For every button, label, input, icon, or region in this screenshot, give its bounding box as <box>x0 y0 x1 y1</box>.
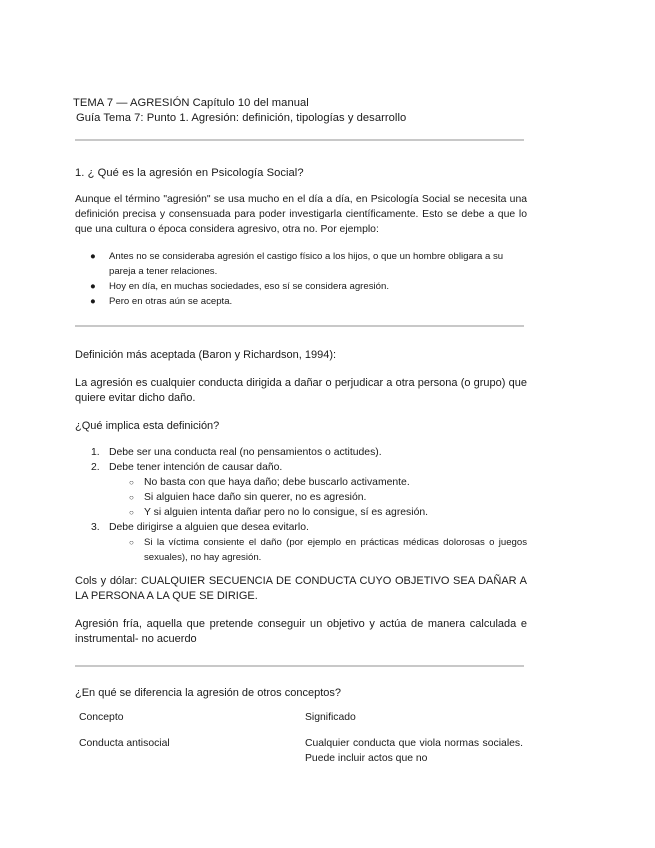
note-agresion-fria: Agresión fría, aquella que pretende conseguir un objetivo y actúa de manera calculada e instrumental- no acuerdo <box>75 618 527 645</box>
sub-item-text: Si la víctima consiente el daño (por ejemplo en prácticas médicas dolorosas o juegos sexuales), no hay agresión. <box>144 537 527 563</box>
section-divider <box>75 325 524 327</box>
circle-bullet-icon: ○ <box>129 538 134 547</box>
implications-list <box>91 445 527 565</box>
document-subtitle: Guía Tema 7: Punto 1. Agresión: definición, tipologías y desarrollo <box>76 112 407 124</box>
circle-bullet-icon: ○ <box>129 508 134 517</box>
sub-item-text: Y si alguien intenta dañar pero no lo consigue, sí es agresión. <box>144 507 429 518</box>
list-item-text: Debe ser una conducta real (no pensamientos o actitudes). <box>109 447 382 458</box>
comparison-heading: ¿En qué se diferencia la agresión de otros conceptos? <box>75 687 341 699</box>
bullet-icon: ● <box>90 281 96 292</box>
table-cell-significado: Cualquier conducta que viola normas sociales. Puede incluir actos que no <box>305 738 523 764</box>
list-item-text: Debe tener intención de causar daño. <box>109 462 283 473</box>
list-number: 2. <box>91 462 100 473</box>
circle-bullet-icon: ○ <box>129 478 134 487</box>
document-title: TEMA 7 — AGRESIÓN Capítulo 10 del manual <box>73 97 309 109</box>
sub-list <box>129 475 527 520</box>
bullet-icon: ● <box>90 296 96 307</box>
definition-heading: Definición más aceptada (Baron y Richardson, 1994): <box>75 349 337 361</box>
list-item <box>90 279 527 294</box>
section-divider <box>75 665 524 667</box>
list-item <box>91 520 527 565</box>
definition-text: La agresión es cualquier conducta dirigida a dañar o perjudicar a otra persona (o grupo) que quiere evitar dicho daño. <box>75 377 527 404</box>
list-number: 3. <box>91 522 100 533</box>
table-header-significado: Significado <box>305 712 356 723</box>
bullet-text: Hoy en día, en muchas sociedades, eso sí se considera agresión. <box>109 281 389 292</box>
section1-heading: 1. ¿ Qué es la agresión en Psicología Social? <box>75 167 304 179</box>
list-number: 1. <box>91 447 100 458</box>
sub-item-text: No basta con que haya daño; debe buscarlo activamente. <box>144 477 410 488</box>
list-item-text: Debe dirigirse a alguien que desea evitarlo. <box>109 522 309 533</box>
table-header-concepto: Concepto <box>79 712 124 723</box>
list-item <box>129 490 527 505</box>
bullet-text: Pero en otras aún se acepta. <box>109 296 233 307</box>
table-cell-concepto: Conducta antisocial <box>79 738 170 749</box>
sub-list <box>129 535 527 565</box>
section1-bullet-list <box>90 249 527 309</box>
bullet-text: Antes no se consideraba agresión el castigo físico a los hijos, o que un hombre obligara a su pareja a tener relaciones. <box>109 251 504 277</box>
bullet-icon: ● <box>90 251 96 262</box>
list-item <box>91 445 527 460</box>
note-cols-dolar: Cols y dólar: CUALQUIER SECUENCIA DE CONDUCTA CUYO OBJETIVO SEA DAÑAR A LA PERSONA A LA QUE SE DIRIGE. <box>75 575 527 602</box>
list-item <box>91 460 527 520</box>
list-item <box>90 294 527 309</box>
list-item <box>129 505 527 520</box>
list-item <box>129 475 527 490</box>
list-item <box>90 249 527 279</box>
section-divider <box>75 139 524 141</box>
section1-paragraph: Aunque el término "agresión" se usa mucho en el día a día, en Psicología Social se necesita una definición precisa y consensuada para poder investigarla científicamente. Esto se debe a que lo que una cultura o época considera agresivo, otra no. Por ejemplo: <box>75 194 527 235</box>
circle-bullet-icon: ○ <box>129 493 134 502</box>
sub-item-text: Si alguien hace daño sin querer, no es agresión. <box>144 492 367 503</box>
definition-question: ¿Qué implica esta definición? <box>75 420 220 432</box>
list-item <box>129 535 527 565</box>
